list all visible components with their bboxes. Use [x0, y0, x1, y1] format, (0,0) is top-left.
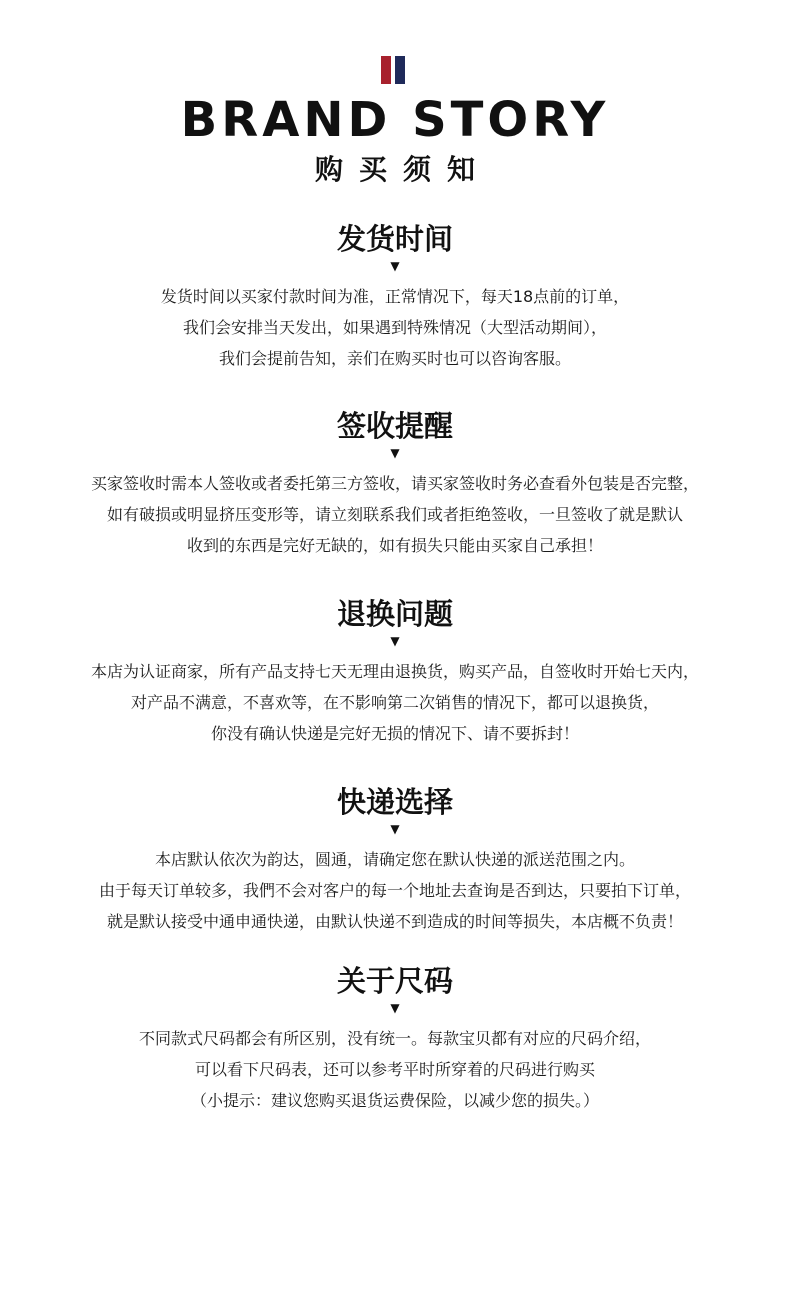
down-arrow-icon: ▼: [390, 822, 400, 836]
section-text-line: 由于每天订单较多，我們不会对客户的每一个地址去查询是否到达，只要拍下订单，: [98, 881, 691, 900]
section-text-line: 本店默认依次为韵达，圆通，请确定您在默认快递的派送范围之内。: [154, 850, 635, 869]
down-arrow-icon: ▼: [390, 634, 400, 648]
section-receipt-reminder: [0, 408, 790, 561]
section-title: 关于尺码: [336, 964, 453, 998]
section-title: 快递选择: [336, 785, 453, 819]
section-title: 发货时间: [336, 222, 453, 256]
down-arrow-icon: ▼: [390, 259, 400, 273]
section-text-line: 我们会安排当天发出，如果遇到特殊情况（大型活动期间），: [182, 318, 607, 337]
page-subtitle: 购买须知: [314, 153, 491, 186]
section-title: 退换问题: [336, 597, 453, 631]
flag-stripe-red: [381, 56, 391, 84]
down-arrow-icon: ▼: [390, 1001, 400, 1015]
section-text-line: （小提示：建议您购买退货运费保险，以减少您的损失。）: [190, 1091, 599, 1110]
section-sizing: [0, 963, 790, 1116]
down-arrow-icon: ▼: [390, 446, 400, 460]
section-text-line: 买家签收时需本人签收或者委托第三方签收，请买家签收时务必查看外包装是否完整，: [90, 474, 699, 493]
section-text-line: 就是默认接受中通申通快递，由默认快递不到造成的时间等损失，本店概不负责！: [106, 912, 683, 931]
section-text-line: 如有破损或明显挤压变形等，请立刻联系我们或者拒绝签收，一旦签收了就是默认: [106, 505, 683, 524]
section-returns: [0, 596, 790, 749]
flag-stripe-navy: [395, 56, 405, 84]
brand-flag-icon: [381, 56, 409, 84]
section-courier-choice: [0, 784, 790, 937]
section-text-line: 本店为认证商家，所有产品支持七天无理由退换货，购买产品，自签收时开始七天内，: [90, 662, 699, 681]
section-text-line: 你没有确认快递是完好无损的情况下、请不要拆封！: [210, 724, 579, 743]
section-shipping-time: [0, 221, 790, 374]
section-text-line: 对产品不满意，不喜欢等，在不影响第二次销售的情况下，都可以退换货，: [130, 693, 659, 712]
section-title: 签收提醒: [336, 409, 453, 443]
section-text-line: 收到的东西是完好无缺的，如有损失只能由买家自己承担！: [186, 536, 603, 555]
section-text-line: 可以看下尺码表，还可以参考平时所穿着的尺码进行购买: [194, 1060, 595, 1079]
section-text-line: 发货时间以买家付款时间为准，正常情况下，每天18点前的订单，: [160, 287, 630, 306]
brand-title: BRAND STORY: [180, 92, 610, 148]
section-text-line: 不同款式尺码都会有所区别，没有统一。每款宝贝都有对应的尺码介绍，: [138, 1029, 651, 1048]
section-text-line: 我们会提前告知，亲们在购买时也可以咨询客服。: [218, 349, 571, 368]
